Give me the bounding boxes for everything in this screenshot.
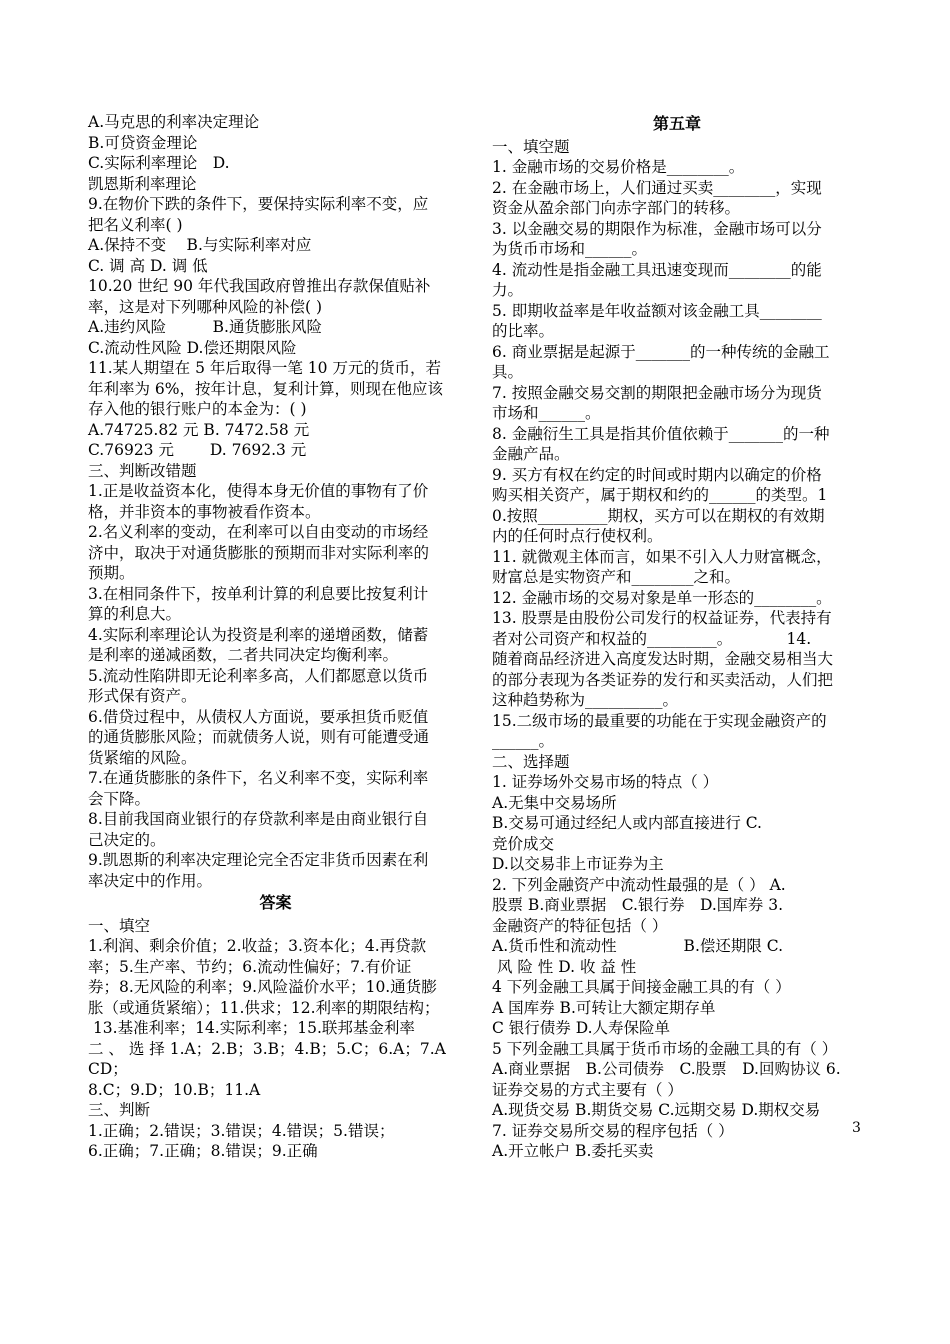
- text-line: 1.利润、剩余价值；2.收益；3.资本化；4.再贷款: [88, 937, 427, 955]
- text-line: 的通货膨胀风险；而就债务人说，则有可能遭受通: [88, 728, 430, 746]
- text-line: 8.目前我国商业银行的存贷款利率是由商业银行自: [88, 810, 429, 828]
- text-line: 内的任何时点行使权利。: [492, 527, 663, 545]
- text-line: 11. 就微观主体而言，如果不引入人力财富概念，: [492, 547, 832, 566]
- text-line: 随着商品经济进入高度发达时期，金融交易相当大: [492, 650, 834, 668]
- text-line: 存入他的银行账户的本金为：( ): [88, 400, 307, 418]
- text-line: A.货币性和流动性 B.偿还期限 C.: [492, 937, 784, 955]
- text-line: ______。: [492, 732, 555, 750]
- text-line: CD；: [88, 1060, 128, 1078]
- text-line: 具。: [492, 363, 524, 381]
- left-column: [88, 112, 463, 1162]
- text-line: 6. 商业票据是起源于_______的一种传统的金融工: [492, 342, 830, 361]
- text-line: 是利率的递减函数，二者共同决定均衡利率。: [88, 646, 399, 664]
- text-line: A.开立帐户 B.委托买卖: [492, 1142, 654, 1160]
- chapter-title: 第五章: [652, 114, 701, 133]
- text-line: A.现货交易 B.期货交易 C.远期交易 D.期权交易: [492, 1101, 821, 1119]
- text-line: 8.C；9.D；10.B；11.A: [88, 1080, 261, 1099]
- text-line: 把名义利率( ): [88, 215, 183, 234]
- text-line: 算的利息大。: [88, 605, 182, 623]
- text-line: 11.某人期望在 5 年后取得一笔 10 万元的货币，若: [88, 359, 441, 377]
- text-line: 己决定的。: [88, 830, 166, 849]
- text-line: 8. 金融衍生工具是指其价值依赖于_______的一种: [492, 424, 830, 443]
- text-line: 2. 在金融市场上，人们通过买卖________，实现: [492, 178, 822, 197]
- text-line: 一、填空: [88, 916, 151, 935]
- text-line: 4.实际利率理论认为投资是利率的递增函数，储蓄: [88, 625, 429, 644]
- text-line: B.交易可通过经纪人或内部直接进行 C.: [492, 814, 762, 832]
- text-line: A.违约风险 B.通货膨胀风险: [88, 318, 322, 336]
- text-line: 率，这是对下列哪种风险的补偿( ): [88, 297, 323, 316]
- right-column: [492, 112, 862, 1162]
- text-line: 财富总是实物资产和________之和。: [492, 568, 741, 586]
- text-line: 0.按照_________期权，买方可以在期权的有效期: [492, 506, 825, 525]
- text-line: 力。: [492, 281, 524, 299]
- text-line: D.以交易非上市证券为主: [492, 855, 664, 873]
- answer-heading: 答案: [259, 893, 292, 912]
- text-line: 13. 股票是由股份公司发行的权益证券，代表持有: [492, 609, 832, 627]
- text-line: C.流动性风险 D.偿还期限风险: [88, 338, 297, 357]
- text-line: 证券交易的方式主要有（ ）: [492, 1080, 683, 1099]
- text-line: 三、判断改错题: [88, 461, 197, 480]
- text-line: 1.正是收益资本化，使得本身无价值的事物有了价: [88, 482, 429, 500]
- text-line: 5. 即期收益率是年收益额对该金融工具________: [492, 301, 822, 320]
- text-line: 资金从盈余部门向赤字部门的转移。: [492, 199, 741, 217]
- text-line: 9. 买方有权在约定的时间或时期内以确定的价格: [492, 465, 822, 484]
- text-line: 10.20 世纪 90 年代我国政府曾推出存款保值贴补: [88, 277, 431, 295]
- text-line: 这种趋势称为__________。: [492, 691, 679, 709]
- text-line: 购买相关资产，属于期权和约的______的类型。1: [492, 486, 828, 504]
- text-line: 6.正确；7.正确；8.错误；9.正确: [88, 1142, 318, 1160]
- text-line: 4 下列金融工具属于间接金融工具的有（ ）: [492, 978, 791, 996]
- text-line: 货紧缩的风险。: [88, 748, 197, 767]
- text-line: 一、填空题: [492, 137, 570, 156]
- text-line: 市场和______。: [492, 404, 601, 422]
- text-line: 3.在相同条件下，按单利计算的利息要比按复利计: [88, 584, 429, 603]
- text-line: C 银行债券 D.人寿保险单: [492, 1019, 671, 1037]
- text-line: 12. 金融市场的交易对象是单一形态的________。: [492, 588, 832, 607]
- text-line: C.实际利率理论 D.: [88, 154, 230, 172]
- text-line: 凯恩斯利率理论: [88, 174, 197, 193]
- chapter-five-block: [492, 137, 862, 1162]
- text-line: 金融产品。: [492, 445, 570, 463]
- text-line: 15.二级市场的最重要的功能在于实现金融资产的: [492, 711, 827, 730]
- text-line: C.76923 元 D. 7692.3 元: [88, 441, 307, 459]
- text-line: 9.凯恩斯的利率决定理论完全否定非货币因素在利: [88, 851, 429, 869]
- text-line: 者对公司资产和权益的_________。 14.: [492, 629, 812, 648]
- text-line: 竞价成交: [492, 834, 555, 853]
- text-line: 股票 B.商业票据 C.银行券 D.国库券 3.: [492, 896, 783, 914]
- text-line: B.可贷资金理论: [88, 133, 198, 152]
- text-line: 的部分表现为各类证券的发行和买卖活动，人们把: [492, 670, 834, 689]
- text-line: 格，并非资本的事物被看作资本。: [88, 502, 321, 521]
- text-line: 1.正确；2.错误；3.错误；4.错误；5.错误；: [88, 1121, 395, 1140]
- text-line: 3. 以金融交易的期限作为标准，金融市场可以分: [492, 219, 822, 238]
- text-line: 7. 按照金融交易交割的期限把金融市场分为现货: [492, 383, 822, 402]
- text-line: 预期。: [88, 564, 135, 582]
- text-line: 济中，取决于对通货膨胀的预期而非对实际利率的: [88, 543, 430, 562]
- text-line: 1. 金融市场的交易价格是________。: [492, 158, 745, 176]
- text-line: 5.流动性陷阱即无论利率多高，人们都愿意以货币: [88, 666, 429, 685]
- text-line: A 国库券 B.可转让大额定期存单: [492, 998, 716, 1017]
- text-line: 金融资产的特征包括（ ）: [492, 916, 668, 935]
- text-line: 6.借贷过程中，从债权人方面说，要承担货币贬值: [88, 707, 429, 726]
- text-line: 形式保有资产。: [88, 687, 197, 705]
- text-line: 二、选择题: [492, 752, 570, 771]
- left-question-block: [88, 112, 463, 891]
- answer-block: [88, 916, 463, 1162]
- text-line: 4. 流动性是指金融工具迅速变现而________的能: [492, 260, 822, 279]
- text-line: 13.基准利率；14.实际利率；15.联邦基金利率: [88, 1019, 415, 1037]
- text-line: 二 、 选 择 1.A；2.B；3.B；4.B；5.C；6.A；7.A: [88, 1039, 446, 1058]
- page-number: 3: [852, 1120, 861, 1136]
- text-line: C. 调 高 D. 调 低: [88, 256, 208, 275]
- text-line: A.商业票据 B.公司债券 C.股票 D.回购协议 6.: [492, 1060, 841, 1078]
- text-line: 2. 下列金融资产中流动性最强的是（ ） A.: [492, 875, 786, 894]
- text-line: 风 险 性 D. 收 益 性: [492, 957, 637, 976]
- text-line: 为货币市场和______。: [492, 240, 648, 258]
- text-line: 胀（或通货紧缩）；11.供求；12.利率的期限结构；: [88, 998, 440, 1017]
- text-line: 率；5.生产率、节约；6.流动性偏好；7.有价证: [88, 957, 412, 976]
- text-line: A.保持不变 B.与实际利率对应: [88, 236, 312, 254]
- text-line: 7.在通货膨胀的条件下，名义利率不变，实际利率: [88, 769, 429, 787]
- text-line: 的比率。: [492, 322, 555, 340]
- text-line: 5 下列金融工具属于货币市场的金融工具的有（ ）: [492, 1039, 838, 1058]
- text-line: 券；8.无风险的利率；9.风险溢价水平；10.通货膨: [88, 978, 437, 996]
- text-line: 率决定中的作用。: [88, 871, 213, 890]
- text-line: A.74725.82 元 B. 7472.58 元: [88, 420, 310, 439]
- text-line: A.马克思的利率决定理论: [88, 113, 260, 131]
- text-line: 会下降。: [88, 789, 151, 808]
- text-line: 9.在物价下跌的条件下，要保持实际利率不变，应: [88, 195, 429, 213]
- text-line: 7. 证券交易所交易的程序包括（ ）: [492, 1121, 734, 1140]
- text-line: 1. 证券场外交易市场的特点（ ）: [492, 773, 719, 791]
- text-line: A.无集中交易场所: [492, 793, 617, 812]
- text-line: 三、判断: [88, 1101, 151, 1119]
- text-line: 2.名义利率的变动，在利率可以自由变动的市场经: [88, 523, 429, 541]
- text-line: 年利率为 6%，按年计息，复利计算，则现在他应该: [88, 379, 444, 398]
